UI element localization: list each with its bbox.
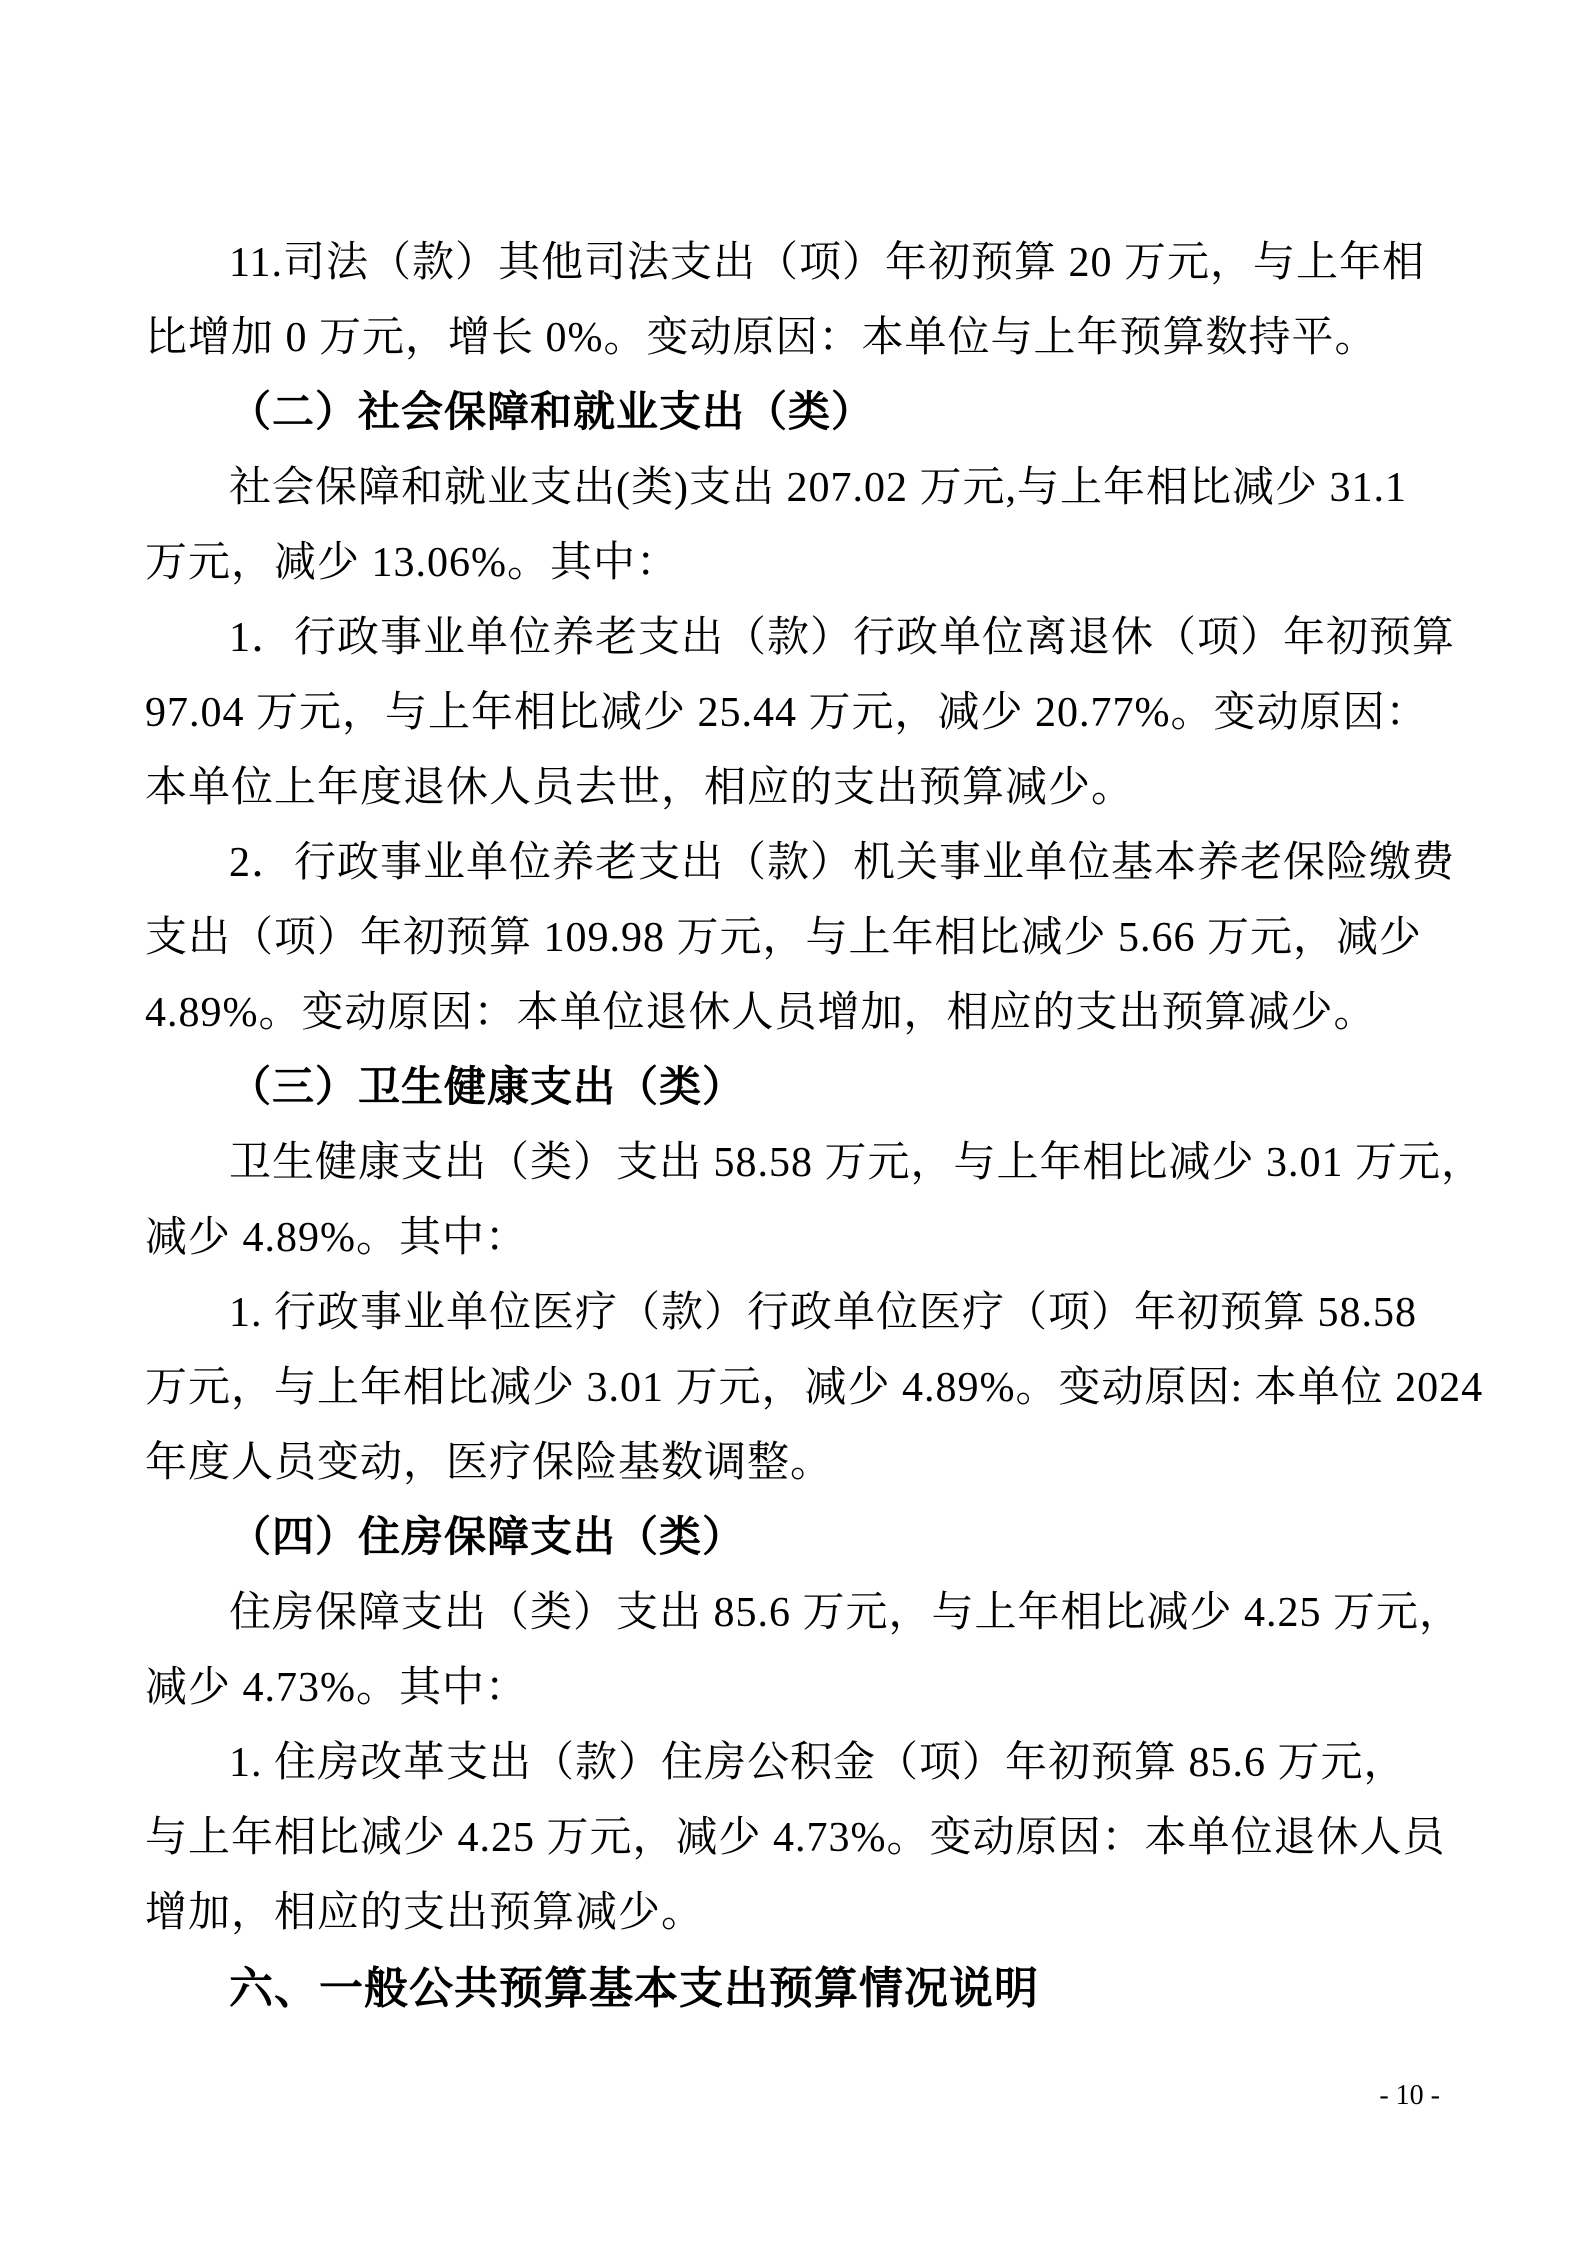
body-line: 减少 4.89%。其中： xyxy=(145,1215,528,1261)
body-line: 97.04 万元，与上年相比减少 25.44 万元，减少 20.77%。变动原因： xyxy=(145,690,1429,736)
body-line: 减少 4.73%。其中： xyxy=(145,1665,528,1711)
body-line: 年度人员变动，医疗保险基数调整。 xyxy=(145,1440,834,1486)
body-line: 万元，减少 13.06%。其中： xyxy=(145,540,679,586)
body-line: 增加，相应的支出预算减少。 xyxy=(145,1890,705,1936)
body-line: 与上年相比减少 4.25 万元，减少 4.73%。变动原因：本单位退休人员 xyxy=(145,1815,1446,1861)
body-line: 1. 行政事业单位医疗（款）行政单位医疗（项）年初预算 58.58 xyxy=(229,1290,1418,1336)
section-heading-3: （三）卫生健康支出（类） xyxy=(229,1065,746,1111)
body-line: 1. 住房改革支出（款）住房公积金（项）年初预算 85.6 万元， xyxy=(229,1740,1407,1786)
body-line: 1．行政事业单位养老支出（款）行政单位离退休（项）年初预算 xyxy=(229,615,1456,661)
body-line: 支出（项）年初预算 109.98 万元，与上年相比减少 5.66 万元，减少 xyxy=(145,915,1423,961)
page-number: - 10 - xyxy=(1379,2080,1440,2111)
major-heading-6: 六、一般公共预算基本支出预算情况说明 xyxy=(229,1964,1039,2013)
body-line: 2．行政事业单位养老支出（款）机关事业单位基本养老保险缴费 xyxy=(229,840,1456,886)
section-heading-4: （四）住房保障支出（类） xyxy=(229,1515,746,1561)
body-line: 住房保障支出（类）支出 85.6 万元，与上年相比减少 4.25 万元， xyxy=(229,1590,1463,1636)
section-heading-2: （二）社会保障和就业支出（类） xyxy=(229,390,875,436)
body-line: 社会保障和就业支出(类)支出 207.02 万元,与上年相比减少 31.1 xyxy=(229,465,1407,511)
body-line: 万元，与上年相比减少 3.01 万元，减少 4.89%。变动原因: 本单位 2024 xyxy=(145,1365,1484,1411)
document-body xyxy=(145,226,1485,2026)
body-line: 比增加 0 万元，增长 0%。变动原因：本单位与上年预算数持平。 xyxy=(145,315,1378,361)
body-line: 11.司法（款）其他司法支出（项）年初预算 20 万元，与上年相 xyxy=(229,240,1425,286)
body-line: 4.89%。变动原因：本单位退休人员增加，相应的支出预算减少。 xyxy=(145,990,1377,1036)
body-line: 本单位上年度退休人员去世，相应的支出预算减少。 xyxy=(145,765,1135,811)
body-line: 卫生健康支出（类）支出 58.58 万元，与上年相比减少 3.01 万元， xyxy=(229,1140,1485,1186)
